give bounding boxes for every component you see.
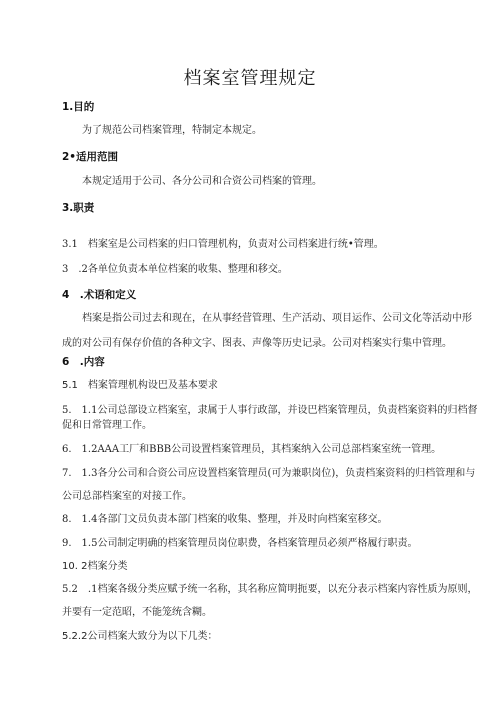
content-5-1-1-line-2: 促和日常管理工作。: [62, 420, 152, 431]
content-5-1-3-line-1: 7. 1.3各分公司和合资公司应设置档案管理员(可为兼职岗位)，负责档案资料的归档管理和与: [62, 468, 476, 479]
content-5-2-1-line-1: 5.2 .1档案各级分类应赋予统一名称，其名称应简明扼要，以充分表示档案内容性质为原则，: [62, 584, 478, 595]
heading-content: 6 .内容: [62, 356, 105, 368]
purpose-text: 为了规范公司档案管理，特制定本规定。: [82, 125, 262, 136]
content-5-2-1-line-2: 并要有一定范昭，不能笼统含糊。: [62, 607, 212, 618]
content-5-1-1-line-1: 5. 1.1公司总部设立档案室，隶属于人事行政部，并设巴档案管理员，负责档案资料的归档督: [62, 405, 478, 416]
responsibility-3-1: 3.1 档案室是公司档案的归口管理机构，负责对公司档案进行统•管理。: [62, 239, 384, 250]
content-5-2-2: 5.2.2公司档案大致分为以下几类：: [62, 631, 218, 642]
heading-scope: 2•适用范围: [62, 151, 119, 163]
page-title: 档案室管理规定: [183, 68, 317, 89]
content-5-1-4: 8. 1.4各部门文员负责本部门档案的收集、整理，并及时向档案室移交。: [62, 514, 388, 525]
heading-terms: 4 .术语和定义: [62, 289, 137, 301]
heading-purpose: 1.目的: [62, 101, 95, 113]
scope-text: 本规定适用于公司、各分公司和合资公司档案的管理。: [82, 176, 322, 187]
content-5-1-3-line-2: 公司总部档案室的对接工作。: [62, 491, 192, 502]
terms-text-line-1: 档案是指公司过去和现在，在从事经营管理、生产活动、项目运作、公司文化等活动中形: [82, 313, 472, 324]
content-5-2-heading: 10. 2档案分类: [62, 561, 128, 572]
responsibility-3-2: 3 .2各单位负责本单位档案的收集、整理和移交。: [62, 264, 288, 275]
content-5-1-2: 6. 1.2AAA工厂和BBB公司设置档案管理员，其档案纳入公司总部档案室统一管理。: [62, 444, 442, 455]
heading-responsibility: 3.职责: [62, 202, 95, 214]
content-5-1-5: 9. 1.5公司制定明确的档案管理员岗位职费，各档案管理员必须严格履行职责。: [62, 538, 418, 549]
content-5-1: 5.1 档案管理机构设巴及基本要求: [62, 380, 218, 391]
terms-text-line-2: 成的对公司有保存价值的各种文字、图表、声像等历史记录。公司对档案实行集中管理。: [62, 338, 452, 349]
